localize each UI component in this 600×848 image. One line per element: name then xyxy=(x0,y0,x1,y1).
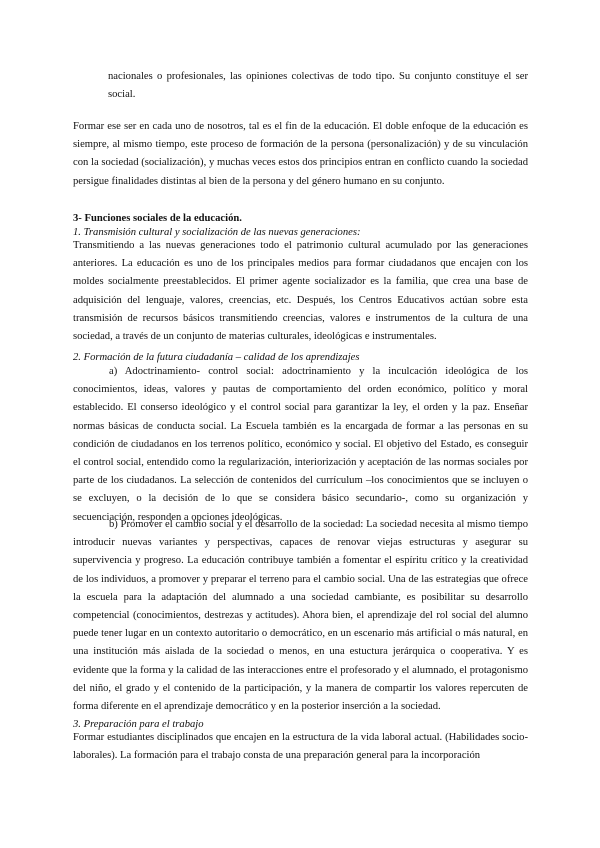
subsection-3-text: Formar estudiantes disciplinados que encajen en la estructura de la vida laboral actual. (Habilidades socio-laborales). La formación para el trabajo consta de una preparación general para la incorporación xyxy=(73,732,528,762)
subsection-1-text: Transmitiendo a las nuevas generaciones todo el patrimonio cultural acumulado por las generaciones anteriores. La educación es uno de los principales medios para formar ciudadanos que encajen con los moldes socialmente preestablecidos. El primer agente socializador es la familia, que crea una base de adquisición del lenguaje, valores, creencias, etc. Después, los Centros Educativos actúan sobre esta transmisión de recursos básicos transmitiendo creencias, valores e instrumentos de la cultura de una sociedad, a través de un conjunto de materias culturales, ideológicas e instrumentales. xyxy=(73,240,528,343)
subsection-3-heading: 3. Preparación para el trabajo xyxy=(73,719,204,730)
subsection-1-heading: 1. Transmisión cultural y socialización de las nuevas generaciones: xyxy=(73,227,361,238)
education-aim-paragraph: Formar ese ser en cada uno de nosotros, tal es el fin de la educación. El doble enfoque de la educación es siempre, al mismo tiempo, este proceso de formación de la persona (personalización) y de su vinculación con la sociedad (socialización), y muchas veces estos dos principios entran en conflicto cuando la sociedad persigue finalidades distintas al bien de la persona y del género humano en su conjunto. xyxy=(73,121,528,187)
intro-continuation: nacionales o profesionales, las opiniones colectivas de todo tipo. Su conjunto constituye el ser social. xyxy=(108,71,528,101)
subsection-2-para-b: b) Promover el cambio social y el desarrollo de la sociedad: La sociedad necesita al mismo tiempo introducir nuevas variantes y perspectivas, capaces de renovar viejas estructuras y asegurar su supervivencia y progreso. La educación contribuye también a fomentar el espíritu crítico y la creatividad de los individuos, a promover y preparar el terreno para el cambio social. Una de las estrategias que ofrece la escuela para la adaptación del alumnado a una sociedad cambiante, es posibilitar su desarrollo competencial (conocimientos, destrezas y actitudes). Ahora bien, el aprendizaje del rol social del alumno puede tener lugar en un contexto autoritario o democrático, en un escenario más artificial o más natural, en una institución más aislada de la sociedad o menos, en una estuctura jerárquica o cooperativa. Y es evidente que la forma y la calidad de las interacciones entre el profesorado y el alumnado, el protagonismo del niño, el grado y el contenido de la participación, y la manera de compartir los valores repercuten de forma diferente en el aprendizaje democrático y en la posterior inserción a la sociedad. xyxy=(73,519,528,713)
section-title: 3- Funciones sociales de la educación. xyxy=(73,213,242,224)
subsection-2-para-a: a) Adoctrinamiento- control social: adoctrinamiento y la inculcación ideológica de los conocimientos, ideas, valores y pautas de comportamiento del orden económico, político y moral establecido. El conserso ideológico y el control social para garantizar la ley, el orden y la paz. Enseñar normas básicas de conducta social. La Escuela también es la encargada de formar a las personas en su condición de ciudadanos en los terrenos político, económico y social. El objetivo del Estado, es conseguir el control social, entendido como la regularización, interiorización y aceptación de las normas sociales por parte de los ciudadanos. La selección de contenidos del currículum –los conocimientos que se incluyen o se excluyen, o la decisión de lo que se considera básico secundario-, como su organización y secuenciación, responden a opciones ideológicas. xyxy=(73,366,528,523)
subsection-2-heading: 2. Formación de la futura ciudadanía – calidad de los aprendizajes xyxy=(73,352,360,363)
